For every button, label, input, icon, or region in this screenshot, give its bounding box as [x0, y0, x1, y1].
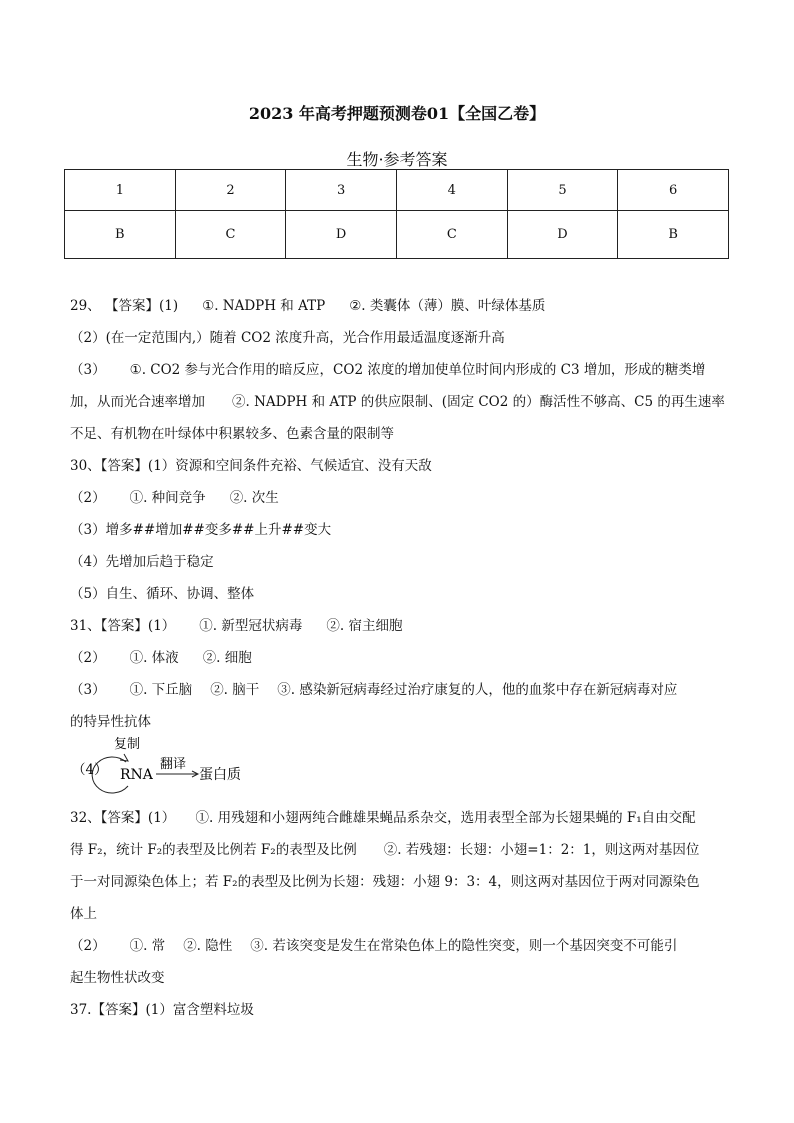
table-cell: C — [396, 211, 507, 259]
rna-diagram-prefix: （4） — [72, 762, 108, 778]
q32-answer-2c: ③. 若该突变是发生在常染色体上的隐性突变，则一个基因突变不可能引 — [250, 938, 678, 954]
answer-table-number-row — [65, 170, 729, 211]
q31-answer-1b: ②. 宿主细胞 — [326, 618, 403, 634]
q29-line-4: 加，从而光合速率增加 ②. NADPH 和 ATP 的供应限制、(固定 CO2 的）酶活性不够高、C5 的再生速率 — [70, 394, 725, 410]
q31-line-2 — [70, 642, 730, 674]
table-cell: D — [507, 211, 618, 259]
page-title: 2023 年高考押题预测卷01【全国乙卷】 — [248, 104, 546, 123]
answer-table — [64, 169, 729, 259]
q31-sub-2: （2） — [70, 650, 106, 666]
table-cell: 1 — [65, 170, 176, 211]
q32-sub-2: （2） — [70, 938, 106, 954]
q32-line-5 — [70, 930, 730, 962]
q30-line-1: 30、【答案】(1）资源和空间条件充裕、气候适宜、没有天敌 — [70, 458, 432, 474]
q29-answer-2: ②. 类囊体（薄）膜、叶绿体基质 — [349, 298, 546, 314]
replicate-label: 复制 — [114, 737, 141, 752]
q30-sub-2: （2） — [70, 490, 106, 506]
table-cell: 6 — [618, 170, 729, 211]
q29-sub-3: （3） — [70, 362, 106, 378]
rna-diagram-row — [70, 738, 730, 802]
q30-answer-2a: ①. 种间竞争 — [129, 490, 206, 506]
q31-line-1 — [70, 610, 730, 642]
q31-answer-3a: ①. 下丘脑 — [129, 682, 193, 698]
page-subtitle: 生物·参考答案 — [346, 150, 448, 169]
q31-line-3 — [70, 674, 730, 706]
table-cell: 4 — [396, 170, 507, 211]
q32-line-4: 体上 — [70, 906, 97, 922]
translate-label: 翻译 — [160, 757, 187, 772]
q29-line-1 — [70, 290, 730, 322]
q32-line-2: 得 F₂，统计 F₂的表型及比例若 F₂的表型及比例 ②. 若残翅：长翅：小翅=1：2：1，则这两对基因位 — [70, 842, 700, 858]
protein-label: 蛋白质 — [199, 767, 241, 783]
q37-line-1: 37.【答案】(1）富含塑料垃圾 — [70, 1002, 254, 1018]
rna-label: RNA — [120, 767, 153, 783]
q29-label: 29、 【答案】(1) — [70, 298, 179, 314]
table-cell: B — [65, 211, 176, 259]
q31-answer-2b: ②. 细胞 — [202, 650, 252, 666]
q31-line-4: 的特异性抗体 — [70, 714, 151, 730]
q29-line-5: 不足、有机物在叶绿体中积累较多、色素含量的限制等 — [70, 426, 394, 442]
q32-line-1: 32、【答案】(1） ①. 用残翅和小翅两纯合雌雄果蝇品系杂交，选用表型全部为长翅果蝇的 F₁自由交配 — [70, 810, 696, 826]
q32-answer-2b: ②. 隐性 — [183, 938, 233, 954]
table-cell: 5 — [507, 170, 618, 211]
q30-line-4: （4）先增加后趋于稳定 — [70, 554, 214, 570]
answer-table-answer-row — [65, 211, 729, 259]
table-cell: B — [618, 211, 729, 259]
q30-line-5: （5）自生、循环、协调、整体 — [70, 586, 255, 602]
table-cell: C — [175, 211, 286, 259]
q31-sub-3: （3） — [70, 682, 106, 698]
q31-answer-3c: ③. 感染新冠病毒经过治疗康复的人，他的血浆中存在新冠病毒对应 — [277, 682, 678, 698]
q29-answer-3a: ①. CO2 参与光合作用的暗反应，CO2 浓度的增加使单位时间内形成的 C3 增加，形成的糖类增 — [129, 362, 706, 378]
q29-line-2: （2）(在一定范围内,）随着 CO2 浓度升高，光合作用最适温度逐渐升高 — [70, 330, 505, 346]
table-cell: 2 — [175, 170, 286, 211]
q31-label: 31、【答案】(1） — [70, 618, 176, 634]
q29-answer-1: ①. NADPH 和 ATP — [202, 298, 326, 314]
q32-line-3: 于一对同源染色体上；若 F₂的表型及比例为长翅：残翅：小翅 9：3：4，则这两对基因位于两对同源染色 — [70, 874, 700, 890]
answer-body — [70, 290, 730, 1026]
table-cell: 3 — [286, 170, 397, 211]
rna-flow-diagram — [70, 730, 310, 794]
table-cell: D — [286, 211, 397, 259]
q31-answer-1a: ①. 新型冠状病毒 — [199, 618, 303, 634]
q30-line-2 — [70, 482, 730, 514]
q32-line-6: 起生物性状改变 — [70, 970, 165, 986]
q32-answer-2a: ①. 常 — [129, 938, 166, 954]
q30-answer-2b: ②. 次生 — [229, 490, 279, 506]
q31-answer-3b: ②. 脑干 — [210, 682, 260, 698]
q31-answer-2a: ①. 体液 — [129, 650, 179, 666]
q30-line-3: （3）增多##增加##变多##上升##变大 — [70, 522, 332, 538]
q29-line-3 — [70, 354, 730, 386]
